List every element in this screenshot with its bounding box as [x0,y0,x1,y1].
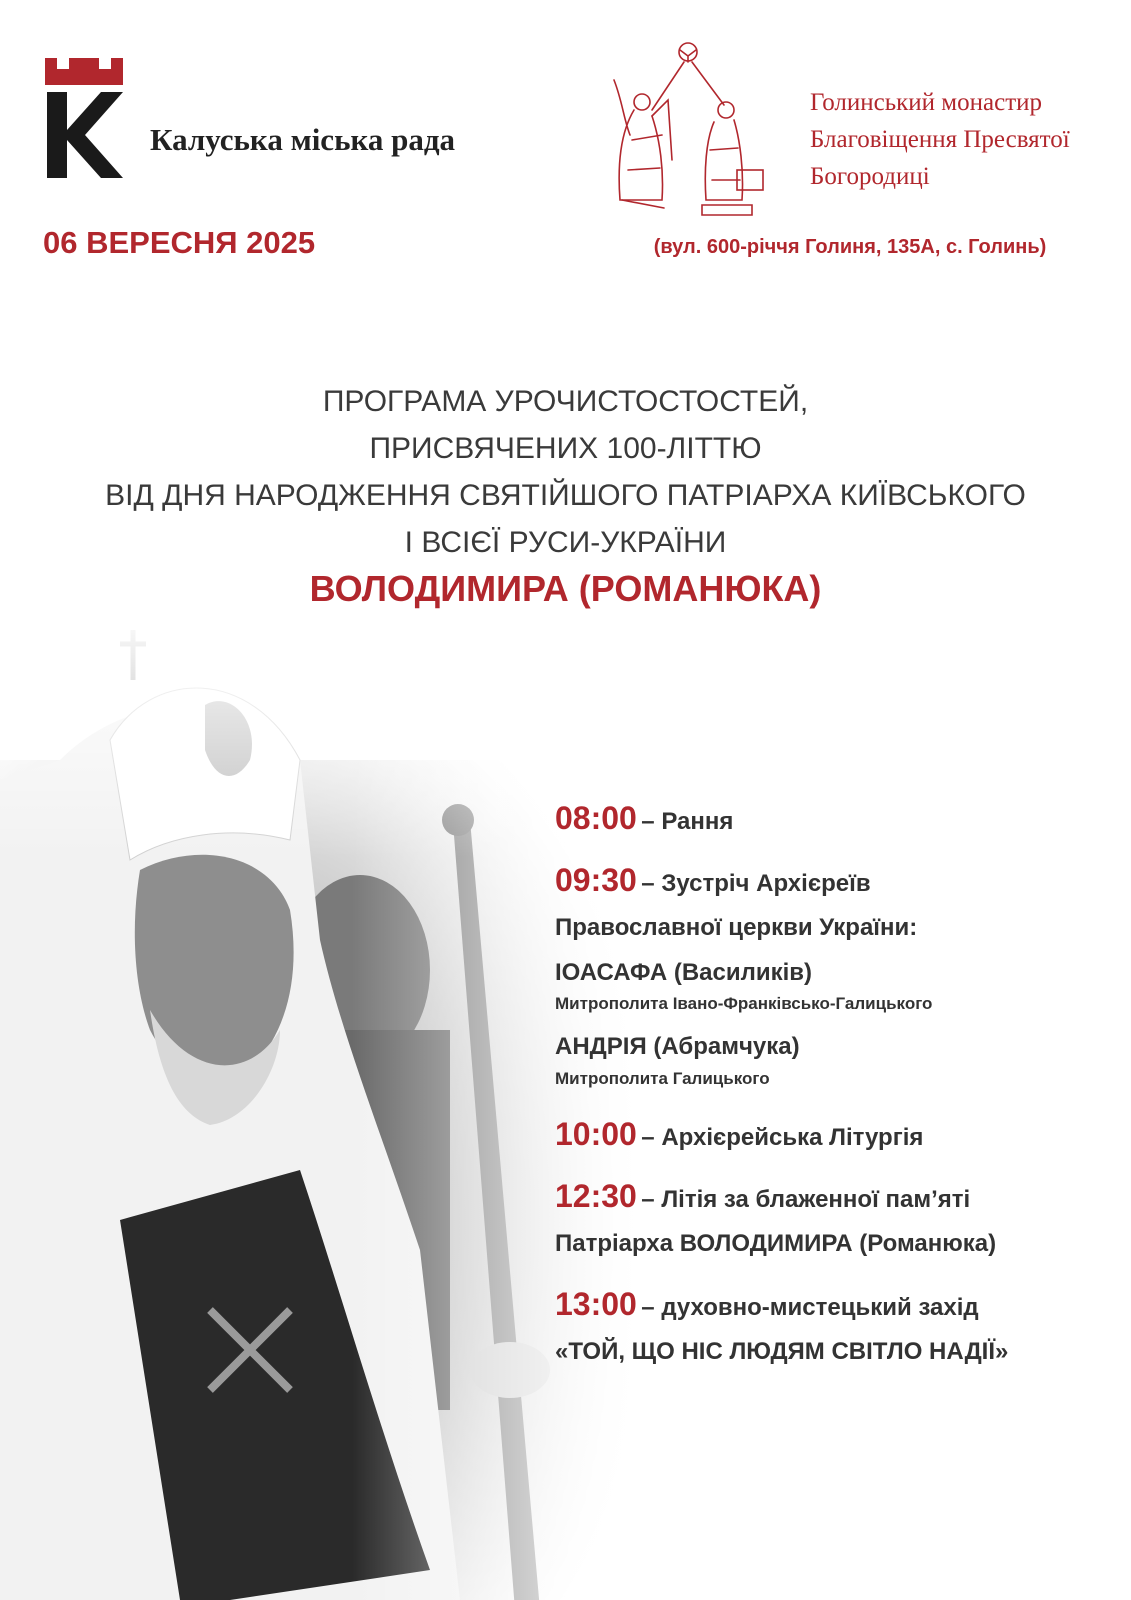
schedule-time: 08:00 [555,800,637,836]
schedule-item [555,1116,1115,1178]
guest-name: АНДРІЯ (Абрамчука) [555,1033,800,1060]
schedule-event-continued: Православної церкви України: [555,914,918,941]
monastery-line: Богородиці [810,163,930,190]
title-line: ПРОГРАМА УРОЧИСТОСТОСТЕЙ, [322,385,809,418]
schedule-event: – духовно-мистецький захід [641,1294,979,1321]
schedule-time: 09:30 [555,862,637,898]
monastery-address: (вул. 600-річчя Голиня, 135А, с. Голинь) [653,236,1047,258]
patriarch-photo [0,610,640,1600]
schedule-event-continued: Патріарха ВОЛОДИМИРА (Романюка) [555,1230,997,1257]
schedule [555,800,1115,1372]
schedule-item [555,1286,1115,1332]
annunciation-icon [602,40,772,220]
schedule-time: 12:30 [555,1178,637,1214]
monastery-name [810,84,1070,195]
program-title [0,378,1131,566]
monastery-line: Голинський монастир [810,89,1043,116]
schedule-item [555,1178,1115,1224]
schedule-event: – Літія за блаженної пам’яті [641,1186,971,1213]
schedule-event: – Архієрейська Літургія [641,1124,924,1151]
title-line: ВІД ДНЯ НАРОДЖЕННЯ СВЯТІЙШОГО ПАТРІАРХА КИЇВСЬКОГО [105,479,1026,512]
schedule-time: 13:00 [555,1286,637,1322]
guest-title: Митрополита Івано-Франківсько-Галицького [555,994,933,1013]
schedule-event: – Зустріч Архієреїв [641,870,871,897]
schedule-item [555,800,1115,862]
guest-title: Митрополита Галицького [555,1069,770,1088]
schedule-time: 10:00 [555,1116,637,1152]
schedule-event: – Рання [641,808,734,835]
schedule-item [555,862,1115,908]
patriarch-name: ВОЛОДИМИРА (РОМАНЮКА) [309,568,822,609]
title-line: ПРИСВЯЧЕНИХ 100-ЛІТТЮ [369,432,762,465]
event-date: 06 ВЕРЕСНЯ 2025 [43,225,316,260]
schedule-event-continued: «ТОЙ, ЩО НІС ЛЮДЯМ СВІТЛО НАДІЇ» [555,1338,1009,1365]
title-line: І ВСІЄЇ РУСИ-УКРАЇНИ [404,526,727,559]
monastery-line: Благовіщення Пресвятої [810,126,1070,153]
council-name: Калуська міська рада [150,122,456,157]
guest-name: ІОАСАФА (Василиків) [555,959,813,986]
city-council-logo [45,58,123,178]
